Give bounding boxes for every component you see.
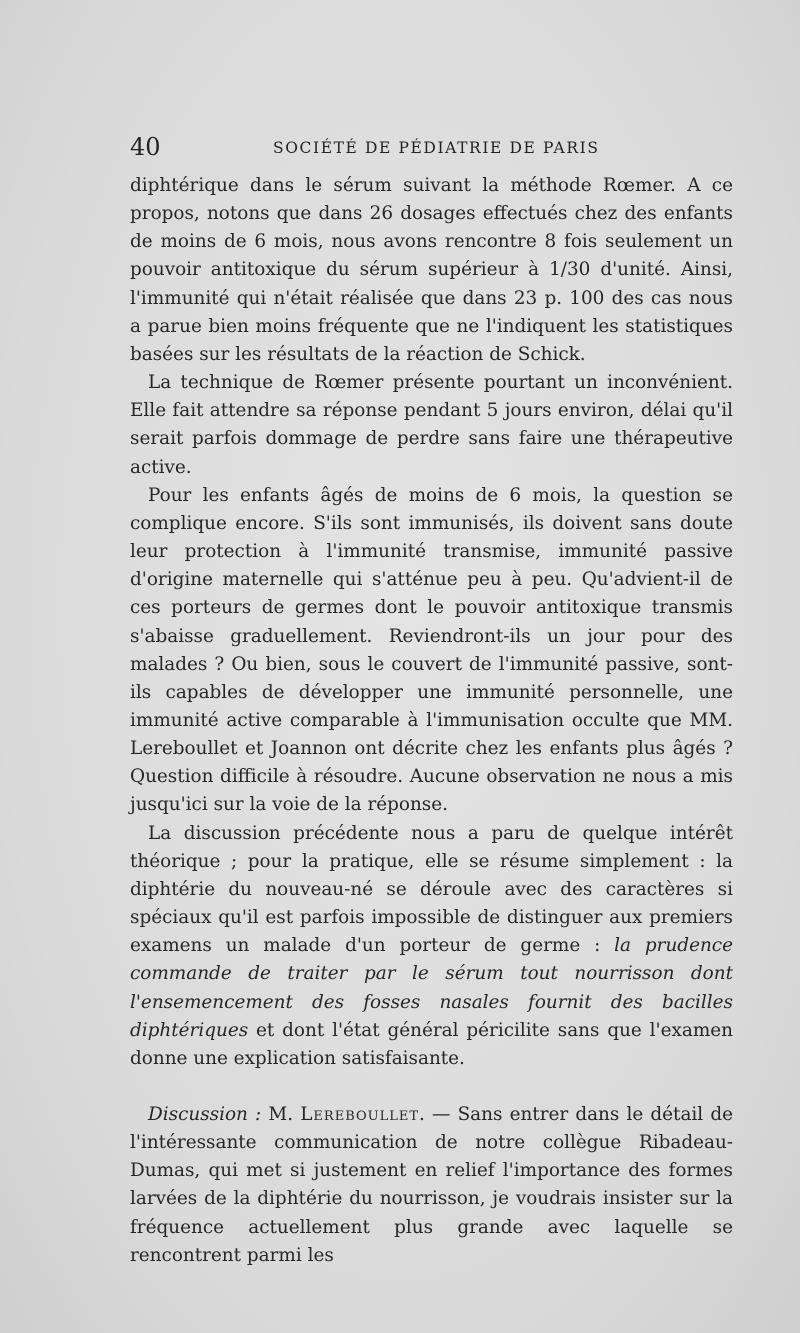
paragraph-3: Pour les enfants âgés de moins de 6 mois, la question se complique encore. S'ils sont immunisés, ils doivent sans doute leur protection à l'immunité transmise, immunité passive d'origine maternelle qui s'atténue peu à peu. Qu'advient-il de ces porteurs de germes dont le pouvoir antitoxique transmis s'abaisse graduellement. Reviendront-ils un jour pour des malades ? Ou bien, sous le couvert de l'immunité passive, sont-ils capables de développer une immunité personnelle, une immunité active comparable à l'immunisation occulte que MM. Lereboullet et Joannon ont décrite chez les enfants plus âgés ? Question difficile à résoudre. Aucune observation ne nous a mis jusqu'ici sur la voie de la réponse. <box>130 484 733 816</box>
paragraph-4 <box>130 820 733 1073</box>
discussion-paragraph <box>130 1101 733 1270</box>
page-number: 40 <box>130 133 161 161</box>
paragraph-2: La technique de Rœmer présente pourtant un inconvénient. Elle fait attendre sa réponse pendant 5 jours environ, délai qu'il serait parfois dommage de perdre sans faire une thérapeutive active. <box>130 372 733 478</box>
paragraph-4-italic: la prudence commande de traiter par le sérum tout nourrisson dont l'ensemencement des fosses nasales fournit des bacilles diphtériques <box>130 935 733 1041</box>
page-header <box>130 133 733 161</box>
running-title: SOCIÉTÉ DE PÉDIATRIE DE PARIS <box>273 139 600 157</box>
body-text <box>130 172 733 1270</box>
discussion-speaker-prefix: M. <box>261 1104 301 1125</box>
paragraph-4-end: et dont l'état général péricilite sans que l'examen donne une explication satisfaisante. <box>130 1019 733 1069</box>
paragraph-4-start: La discussion précédente nous a paru de quelque intérêt théorique ; pour la pratique, elle se résume simplement : la diphtérie du nouveau-né se déroule avec des caractères si spéciaux qu'il est parfois impossible de distinguer aux premiers examens un malade d'un porteur de germe : <box>130 822 733 957</box>
discussion-speaker: Lereboullet <box>300 1104 420 1125</box>
discussion-label: Discussion : <box>148 1104 262 1125</box>
paragraph-1: diphtérique dans le sérum suivant la méthode Rœmer. A ce propos, notons que dans 26 dosages effectués chez des enfants de moins de 6 mois, nous avons rencontre 8 fois seulement un pouvoir antitoxique du sérum supérieur à 1/30 d'unité. Ainsi, l'immunité qui n'était réalisée que dans 23 p. 100 des cas nous a parue bien moins fréquente que ne l'indiquent les statistiques basées sur les résultats de la réaction de Schick. <box>130 175 733 365</box>
discussion-text: . — Sans entrer dans le détail de l'intéressante communication de notre collègue Ribadeau-Dumas, qui met si justement en relief l'importance des formes larvées de la diphtérie du nourrisson, je voudrais insister sur la fréquence actuellement plus grande avec laquelle se rencontrent parmi les <box>130 1104 733 1266</box>
